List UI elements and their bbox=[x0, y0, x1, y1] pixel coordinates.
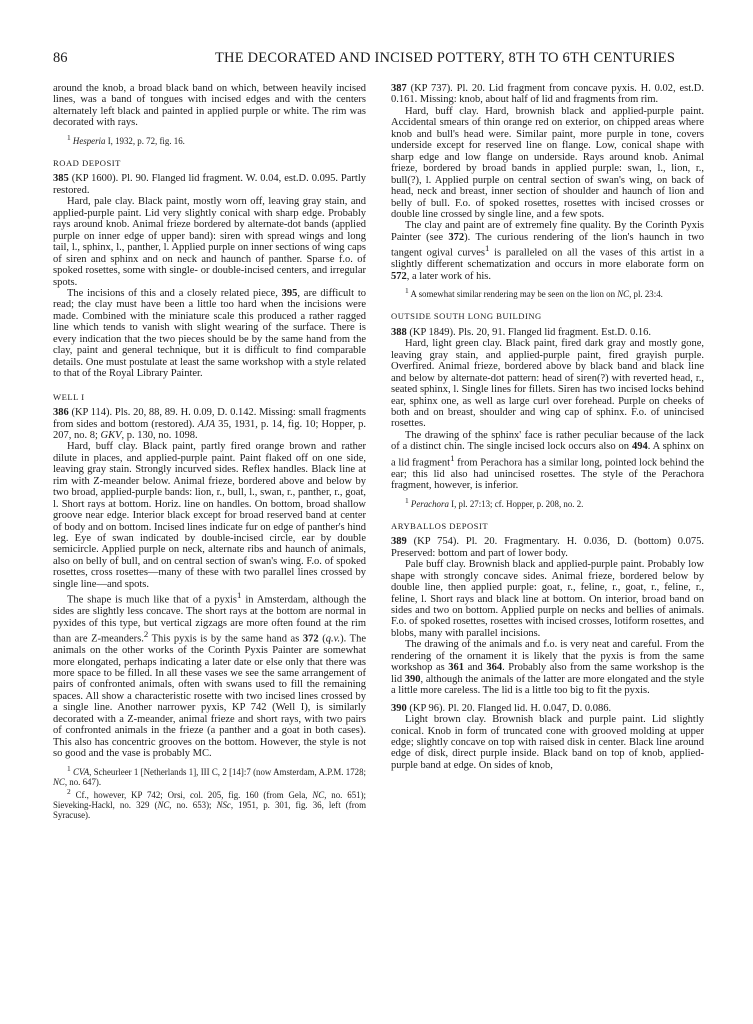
entry-386-discussion: The shape is much like that of a pyxis$^1$ in Amsterdam, although the sides are slightly less concave. The short rays at the bottom are normal in pyxides of this type, but vertical zigzags are more often found at the rim than are Z-meanders.$^2$ This pyxis is by the same hand as 372 (q.v.). The animals on the other works of the Corinth Pyxis Painter are somewhat more elongated, perhaps indicating a later date or else only that there was more space to be filled. In all these vases we see the same arrangement of pairs of confronted animals, often with swans used to fill the remaining spaces. All show a characteristic rosette with two incised lines crossed by a single line. Another narrower pyxis, KP 742 (Well I), is similarly decorated with a Z-meander, animal frieze and short rays, with two pairs of confronted animals in the frieze (a panther and a goat in both cases). This also has concentric grooves on the bottom. However, the style is not so good and the vase is probably MC. bbox=[53, 590, 366, 760]
entry-387-description: Hard, buff clay. Hard, brownish black and applied-purple paint. Accidental smears of thin orange red on exterior, on chipped areas where knob and bull's head were. Similar paint, more purple in tone, covers underside except for reserved line on flange. Low, conical shape with sharp edge and low flange on underside. Rays around knob. Animal frieze, bordered by broad bands in applied purple: swan, l., lion, r., bull(?), l. Applied purple on central section of swan's wing, on back of head, neck and breast, inner section of shoulder and haunch of lion and belly of bull. F.o. of spoked rosettes, rosettes with incised crosses or double line crossed by single line, and a few spots. bbox=[391, 105, 704, 220]
entry-388-heading: 388 (KP 1849). Pls. 20, 91. Flanged lid fragment. Est.D. 0.16. bbox=[391, 326, 652, 338]
continued-paragraph: around the knob, a broad black band on which, between heavily incised lines, was a band of tongues with incised edges and with the centers alternately left black and painted in applied purple or white. The rim was decorated with rays. bbox=[53, 83, 366, 129]
running-title: THE DECORATED AND INCISED POTTERY, 8TH TO 6TH CENTURIES bbox=[215, 50, 676, 66]
entry-387-heading: 387 (KP 737). Pl. 20. Lid fragment from concave pyxis. H. 0.02, est.D. 0.161. Missing: knob, about half of lid and fragments from rim. bbox=[391, 83, 704, 106]
entry-385-description: Hard, pale clay. Black paint, mostly worn off, leaving gray stain, and applied-purple paint. Lid very slightly conical with sharp edge. Probably rays around knob. Animal frieze bordered by alternate-dot bands (applied purple on inner edge of upper band): siren with spread wings and long tail, l., sphinx, l., panther, l. Applied purple on inner sections of wing caps of siren and sphinx and on neck and haunch of panther. Sparse f.o. of spoked rosettes, some with single- or double-incised centers, and irregular spots. bbox=[53, 196, 366, 288]
section-heading-road-deposit: ROAD DEPOSIT bbox=[53, 157, 121, 168]
entry-389-description: Pale buff clay. Brownish black and applied-purple paint. Probably low shape with strongly concave sides. Animal frieze, bordered below by double line, then applied purple: goat, r., feline, r., goat, r., feline, r., feline, l. Short rays and black line at bottom. On interior, broad band on sides and two on bottom. Applied purple on necks and bellies of animals. F.o. of spoked rosettes, rosettes with incised crosses, lotiform rosettes, and blobs, many with parallel incisions. bbox=[391, 559, 704, 639]
entry-388-description: Hard, light green clay. Black paint, fired dark gray and mostly gone, leaving gray stain, and applied-purple paint, fired grayish purple. Overfired. Animal frieze, bordered above by black band and black line and below by alternate-dot pattern: head of siren(?) with reverted head, r., seated sphinx, l. Single lines for fillets. Siren has two incised locks behind ear, sphinx one, as well as large curl over forehead. Purple on cheeks of both and on breast, shoulder and wing cap of sphinx. F.o. of unincised rosettes. bbox=[391, 338, 704, 430]
entry-390-description: Light brown clay. Brownish black and purple paint. Lid slightly conical. Knob in form of truncated cone with grooved molding at upper edge; slightly concave on top with raised disk in center. Black line around edge of disk, direct purple inside. Black band on top of knob, applied-purple band at edge. On sides of knob, bbox=[391, 714, 704, 771]
right-column bbox=[391, 83, 704, 771]
entry-388-discussion: The drawing of the sphinx' face is rather peculiar because of the lack of a distinct chin. The single incised lock occurs also on 494. A sphinx on a lid fragment$^1$ from Perachora has a similar long, pointed lock behind the ear; this lid also had unincised rosettes. The style of the Perachora fragment, however, is inferior. bbox=[391, 429, 704, 492]
footnote: $^1$ CVA, Scheurleer 1 [Netherlands 1], III C, 2 [14]:7 (now Amsterdam, A.P.M. 1728; NC, no. 647). bbox=[53, 763, 367, 787]
section-heading-aryballos-deposit: ARYBALLOS DEPOSIT bbox=[391, 520, 489, 531]
entry-385-discussion: The incisions of this and a closely related piece, 395, are difficult to read; the clay must have been a little too hard when the incisions were made. Combined with the miniature scale this produced a rather ragged line which tends to vanish with slight wearing of the surface. There is every indication that the two pieces should be by the same hand from the clay, paint and general technique, but it is difficult to find comparable details. One must postulate at least the same workshop with a style related to that of the Royal Library Painter. bbox=[53, 287, 366, 380]
left-column bbox=[53, 83, 366, 821]
entry-389-discussion: The drawing of the animals and f.o. is very neat and careful. From the rendering of the ornament it is likely that the pyxis is from the same workshop as 361 and 364. Probably also from the same workshop is the lid 390, although the animals of the latter are more elongated and the style a little more careless. The lid is a little too big to fit the pyxis. bbox=[391, 639, 705, 697]
page-number: 86 bbox=[53, 50, 68, 66]
entry-385-heading: 385 (KP 1600). Pl. 90. Flanged lid fragment. W. 0.04, est.D. 0.095. Partly restored. bbox=[53, 173, 366, 196]
section-heading-outside-south-long-building: OUTSIDE SOUTH LONG BUILDING bbox=[391, 311, 542, 322]
footnote: $^1$ Hesperia I, 1932, p. 72, fig. 16. bbox=[67, 132, 185, 146]
entry-387-discussion: The clay and paint are of extremely fine quality. By the Corinth Pyxis Painter (see 372). The curious rendering of the lion's haunch in two tangent ogival curves$^1$ is paralleled on all the vases of this artist in a slightly different schematization and occurs in more elaborate form on 572, a later work of his. bbox=[391, 220, 704, 282]
entry-389-heading: 389 (KP 754). Pl. 20. Fragmentary. H. 0.036, D. (bottom) 0.075. Preserved: bottom and part of lower body. bbox=[391, 536, 704, 559]
entry-386-heading: 386 (KP 114). Pls. 20, 88, 89. H. 0.09, D. 0.142. Missing: small fragments from sides and bottom (restored). AJA 35, 1931, p. 14, fig. 10; Hopper, p. 207, no. 8; GKV, p. 130, no. 1098. bbox=[53, 407, 366, 441]
footnote: $^1$ A somewhat similar rendering may be seen on the lion on NC, pl. 23:4. bbox=[405, 286, 663, 300]
footnote: $^1$ Perachora I, pl. 27:13; cf. Hopper, p. 208, no. 2. bbox=[405, 495, 584, 509]
entry-390-heading: 390 (KP 96). Pl. 20. Flanged lid. H. 0.047, D. 0.086. bbox=[391, 702, 612, 714]
entry-386-description: Hard, buff clay. Black paint, partly fired orange brown and rather dilute in places, and applied-purple paint. Paint flaked off on one side, leaving gray stain. Strongly incurved sides. Reflex handles. Black line at rim with Z-meander below. Animal frieze, bordered above and below by two broad, applied-purple bands: lion, r., bull, l., swan, r., panther, r., goat, l. Short rays at bottom. Horiz. line on handles. On bottom, broad shallow groove near edge. Interior black except for broad reserved band at center of body and on bottom. Incised lines indicate fur on edge of panther's hind leg. Eye of swan indicated by double-incised circle, ear by double semicircle. Applied purple on neck, alternate ribs and haunch of animals, also on belly of bull, and on central section of swan's wing. F.o. of spoked rosettes, cross rosettes—many of these with two parallel lines crossed by single line—and spots. bbox=[53, 441, 366, 590]
running-header bbox=[53, 50, 703, 68]
section-heading-well-i: WELL I bbox=[53, 391, 85, 402]
footnote: $^2$ Cf., however, KP 742; Orsi, col. 205, fig. 160 (from Gela, NC, no. 651); Sieveking-Hackl, no. 329 (NC, no. 653); NSc, 1951, p. 301, fig. 36, left (from Syracuse). bbox=[53, 787, 366, 821]
